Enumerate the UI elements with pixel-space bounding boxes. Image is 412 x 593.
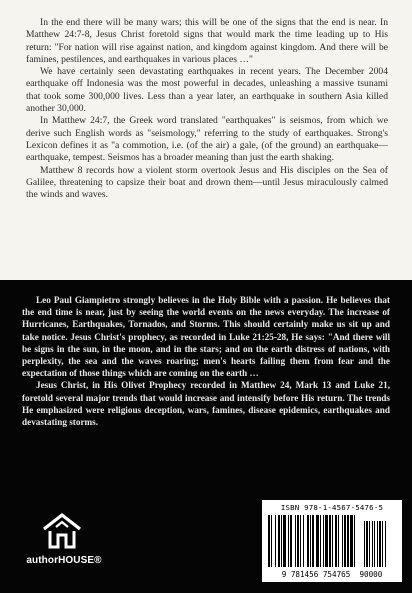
publisher-logo-icon <box>40 511 84 551</box>
synopsis-panel <box>0 0 412 280</box>
synopsis-paragraph-2: We have certainly seen devastating earthquakes in recent years. The December 2004 earthquake off Indonesia was the most powerful in decades, unleashing a massive tsunami that took some 300,000 lives. Less than a year later, an earthquake in southern Asia killed another 30,000. <box>26 66 388 115</box>
synopsis-paragraph-4: Matthew 8 records how a violent storm overtook Jesus and His disciples on the Sea of Galilee, threatening to capsize their boat and drown them—until Jesus miraculously calmed the winds and waves. <box>26 164 388 201</box>
author-paragraph-2: Jesus Christ, in His Olivet Prophecy recorded in Matthew 24, Mark 13 and Luke 21, foretold several major trends that would increase and intensify before His return. The trends He emphasized were religious deception, wars, famines, disease epidemics, earthquakes and devastating storms. <box>22 380 390 428</box>
price-code: 90000 <box>359 570 383 579</box>
synopsis-paragraph-3: In Matthew 24:7, the Greek word translated "earthquakes" is seismos, from which we derive such English words as "seismology," referring to the study of earthquakes. Strong's Lexicon defines it as "a commotion, i.e. (of the air) a gale, (of the ground) an earthquake—earthquake, tempest. Seismos has a broader meaning than just the earth shaking. <box>26 115 388 164</box>
synopsis-paragraph-1: In the end there will be many wars; this will be one of the signs that the end is near. In Matthew 24:7-8, Jesus Christ foretold signs that would mark the time leading up to His return: "For nation will rise against nation, and kingdom against kingdom. And there will be famines, pestilences, and earthquakes in various places …" <box>26 17 388 65</box>
isbn-barcode <box>262 500 402 582</box>
barcode-digits: 9 781456 754765 90000 <box>281 570 383 579</box>
publisher-name: authorHOUSE® <box>26 555 102 566</box>
barcode-bars <box>268 515 396 569</box>
publisher-logo <box>18 511 108 581</box>
isbn-label: ISBN 978-1-4567-5476-5 <box>280 503 384 512</box>
author-paragraph-1: Leo Paul Giampietro strongly believes in the Holy Bible with a passion. He believes that the end time is near, just by seeing the world events on the news everyday. The increase of Hurricanes, Earthquakes, Tornados, and Storms. This should certainly make us sit up and take notice. Jesus Christ's prophecy, as recorded in Luke 21:25-28, He says: "And there will be signs in the sun, in the moon, and in the stars; and on the earth distress of nations, with perplexity, the sea and the waves roaring; men's hearts failing them from fear and the expectation of those things which are coming on the earth … <box>22 295 390 379</box>
